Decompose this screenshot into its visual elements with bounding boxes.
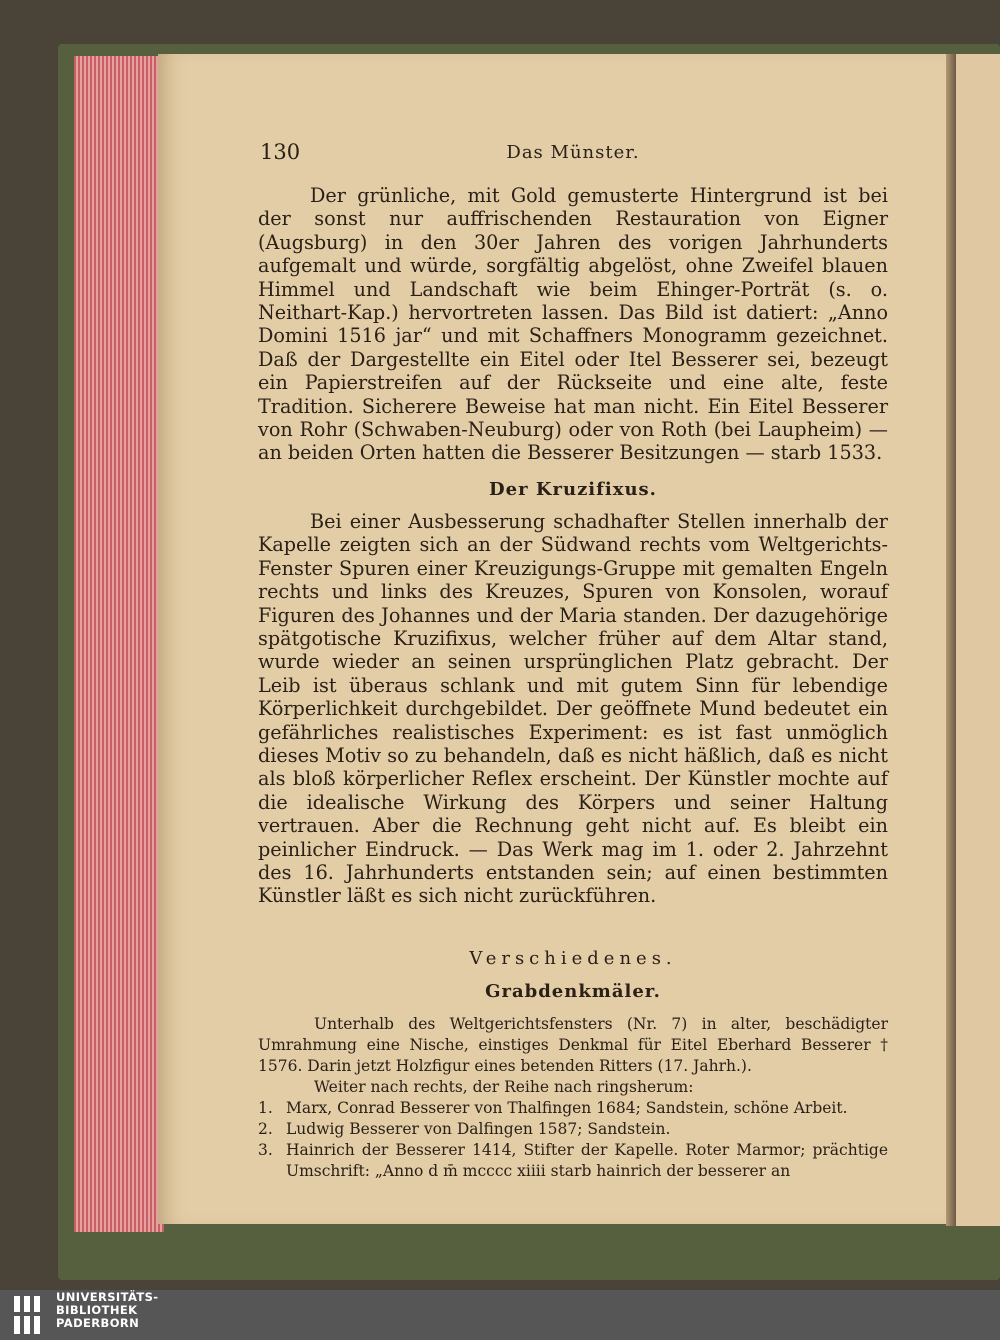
page-content bbox=[258, 140, 888, 1182]
facing-page-edge bbox=[956, 54, 1000, 1226]
grave-list bbox=[258, 1098, 888, 1182]
library-logo-icon bbox=[8, 1292, 48, 1338]
section-heading-verschiedenes: Verschiedenes. bbox=[469, 947, 677, 969]
running-head: Das Münster. bbox=[506, 142, 640, 163]
list-item bbox=[258, 1119, 888, 1140]
list-item bbox=[258, 1098, 888, 1119]
list-item-number: 2. bbox=[258, 1119, 273, 1138]
book-gutter bbox=[946, 54, 956, 1226]
library-line-1: UNIVERSITÄTS- bbox=[56, 1290, 159, 1304]
page-header bbox=[258, 140, 888, 170]
library-line-2: BIBLIOTHEK bbox=[56, 1303, 138, 1317]
list-item-text: Hainrich der Besserer 1414, Stifter der Kapelle. Roter Marmor; prächtige Umschrift: „Anno d m̄ mcccc xiiii starb hainrich der besserer an bbox=[286, 1140, 888, 1180]
page-edges bbox=[74, 56, 164, 1232]
library-footer bbox=[0, 1290, 1000, 1340]
list-item-number: 1. bbox=[258, 1098, 273, 1117]
grave-intro: Unterhalb des Weltgerichtsfensters (Nr. 7) in alter, beschädigter Umrahmung eine Nische, einstiges Denkmal für Eitel Eberhard Besserer † 1576. Darin jetzt Holzfigur eines betenden Ritters (17. Jahrh.). bbox=[258, 1014, 888, 1075]
list-item bbox=[258, 1140, 888, 1182]
paragraph-intro: Der grünliche, mit Gold gemusterte Hintergrund ist bei der sonst nur auffrischenden Restauration von Eigner (Augsburg) in den 30er Jahren des vorigen Jahrhunderts aufgemalt und würde, sorgfältig abgelöst, ohne Zweifel blauen Himmel und Landschaft wie beim Ehinger-Porträt (s. o. Neithart-Kap.) hervortreten lassen. Das Bild ist datiert: „Anno Domini 1516 jar“ und mit Schaffners Monogramm gezeichnet. Daß der Dargestellte ein Eitel oder Itel Besserer sei, bezeugt ein Papierstreifen auf der Rückseite und eine alte, feste Tradition. Sicherere Beweise hat man nicht. Ein Eitel Besserer von Rohr (Schwaben-Neuburg) oder von Roth (bei Laupheim) — an beiden Orten hatten die Besserer Besitzungen — starb 1533. bbox=[258, 184, 888, 465]
grave-continue: Weiter nach rechts, der Reihe nach ringsherum: bbox=[314, 1077, 694, 1096]
list-item-text: Marx, Conrad Besserer von Thalfingen 1684; Sandstein, schöne Arbeit. bbox=[286, 1098, 848, 1117]
section-heading-kruzifixus: Der Kruzifixus. bbox=[489, 478, 657, 500]
library-name bbox=[56, 1291, 158, 1330]
section-heading-grabdenkmaeler: Grabdenkmäler. bbox=[485, 980, 661, 1002]
page-number: 130 bbox=[260, 140, 301, 164]
library-line-3: PADERBORN bbox=[56, 1316, 140, 1330]
list-item-text: Ludwig Besserer von Dalfingen 1587; Sandstein. bbox=[286, 1119, 671, 1138]
paragraph-kruzifixus: Bei einer Ausbesserung schadhafter Stellen innerhalb der Kapelle zeigten sich an der Südwand rechts vom Weltgerichts-Fenster Spuren einer Kreuzigungs-Gruppe mit gemalten Engeln rechts und links des Kreuzes, Spuren von Konsolen, worauf Figuren des Johannes und der Maria standen. Der dazugehörige spätgotische Kruzifixus, welcher früher auf dem Altar stand, wurde wieder an seinen ursprünglichen Platz gebracht. Der Leib ist überaus schlank und mit gutem Sinn für lebendige Körperlichkeit durchgebildet. Der geöffnete Mund bedeutet ein gefährliches realistisches Experiment: es ist fast unmöglich dieses Motiv so zu behandeln, daß es nicht häßlich, daß es nicht als bloß körperlicher Reflex erscheint. Der Künstler mochte auf die idealische Wirkung des Körpers und seiner Haltung vertrauen. Aber die Rechnung geht nicht auf. Es bleibt ein peinlicher Eindruck. — Das Werk mag im 1. oder 2. Jahrzehnt des 16. Jahrhunderts entstanden sein; auf einen bestimmten Künstler läßt es sich nicht zurückführen. bbox=[258, 509, 888, 908]
list-item-number: 3. bbox=[258, 1140, 273, 1159]
